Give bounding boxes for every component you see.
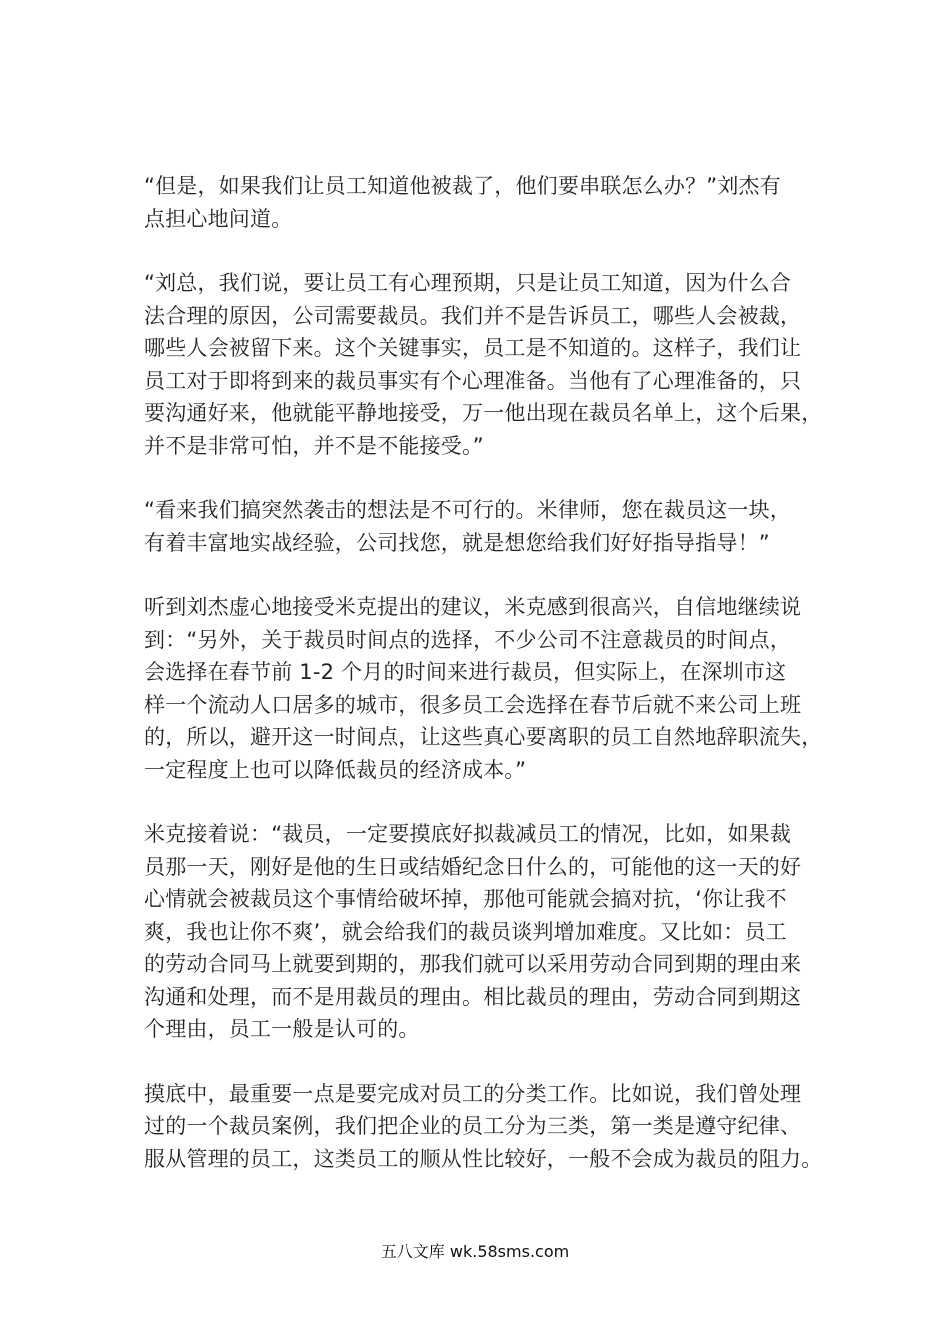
footer-watermark: 五八文库 wk.58sms.com [380,1242,570,1261]
text-line: 一定程度上也可以降低裁员的经济成本。” [144,757,527,782]
text-line: “看来我们搞突然袭击的想法是不可行的。米律师，您在裁员这一块， [144,498,792,522]
text-line: 会选择在春节前 1-2 个月的时间来进行裁员，但实际上，在深圳市这 [144,660,787,684]
text-line: 到：“另外，关于裁员时间点的选择，不少公司不注意裁员的时间点， [144,627,792,652]
text-line: 的劳动合同马上就要到期的，那我们就可以采用劳动合同到期的理由来 [144,952,802,976]
text-line: 的，所以，避开这一时间点，让这些真心要离职的员工自然地辞职流失， [144,725,823,749]
text-line: 沟通和处理，而不是用裁员的理由。相比裁员的理由，劳动合同到期这 [144,984,802,1009]
text-line: 并不是非常可怕，并不是不能接受。” [144,433,484,458]
text-line: 员工对于即将到来的裁员事实有个心理准备。当他有了心理准备的，只 [144,368,802,393]
document-body [144,170,823,1207]
paragraph [144,818,816,1046]
text-line: 样一个流动人口居多的城市，很多员工会选择在春节后就不来公司上班 [144,692,802,717]
text-line: 心情就会被裁员这个事情给破坏掉，那他可能就会搞对抗，‘你让我不 [144,887,787,911]
text-line: 爽，我也让你不爽’，就会给我们的裁员谈判增加难度。又比如：员工 [144,919,787,944]
paragraph [144,267,823,462]
text-line: 摸底中，最重要一点是要完成对员工的分类工作。比如说，我们曾处理 [144,1081,802,1106]
text-line: 要沟通好来，他就能平静地接受，万一他出现在裁员名单上，这个后果， [144,401,823,425]
text-line: 过的一个裁员案例，我们把企业的员工分为三类，第一类是遵守纪律、 [144,1114,802,1138]
paragraph [144,170,816,235]
text-line: 服从管理的员工，这类员工的顺从性比较好，一般不会成为裁员的阻力。 [144,1146,823,1171]
paragraph [144,1078,823,1176]
text-line: “刘总，我们说，要让员工有心理预期，只是让员工知道，因为什么合 [144,271,792,295]
text-line: 法合理的原因，公司需要裁员。我们并不是告诉员工，哪些人会被裁， [144,303,802,328]
paragraph [144,591,823,786]
text-line: “但是，如果我们让员工知道他被裁了，他们要串联怎么办？”刘杰有 [144,174,781,198]
paragraph [144,494,816,559]
text-line: 员那一天，刚好是他的生日或结婚纪念日什么的，可能他的这一天的好 [144,854,802,879]
text-line: 点担心地问道。 [144,206,293,231]
text-line: 有着丰富地实战经验，公司找您，就是想您给我们好好指导指导！” [144,530,770,555]
text-line: 听到刘杰虚心地接受米克提出的建议，米克感到很高兴，自信地继续说 [144,595,802,619]
text-line: 哪些人会被留下来。这个关键事实，员工是不知道的。这样子，我们让 [144,336,802,360]
text-line: 米克接着说：“裁员，一定要摸底好拟裁减员工的情况，比如，如果裁 [144,822,792,846]
text-line: 个理由，员工一般是认可的。 [144,1017,420,1041]
